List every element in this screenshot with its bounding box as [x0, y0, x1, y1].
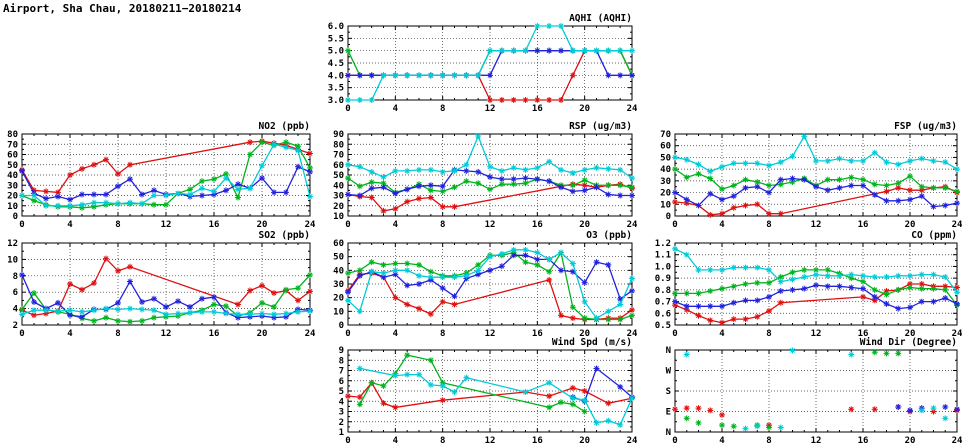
svg-text:E: E [665, 407, 671, 418]
markers-o3-red [345, 270, 635, 322]
svg-text:50: 50 [660, 153, 671, 164]
chart-so2 [7, 230, 316, 339]
svg-text:4: 4 [392, 436, 399, 446]
series-winddir-green [684, 349, 902, 430]
svg-text:N: N [665, 428, 671, 438]
svg-text:6: 6 [338, 376, 344, 387]
svg-text:0: 0 [345, 104, 351, 114]
svg-text:60: 60 [333, 239, 344, 249]
svg-text:12: 12 [484, 220, 496, 230]
chart-winddir [666, 337, 963, 446]
svg-text:24: 24 [626, 329, 638, 339]
labels-no2 [7, 130, 316, 230]
svg-text:16: 16 [208, 220, 220, 230]
series-windspd-blue [570, 365, 635, 404]
svg-text:20: 20 [333, 293, 344, 304]
svg-text:10: 10 [7, 255, 18, 266]
svg-text:12: 12 [484, 436, 496, 446]
svg-text:30: 30 [333, 280, 344, 290]
svg-text:24: 24 [626, 104, 638, 114]
svg-text:2: 2 [338, 417, 344, 428]
svg-text:12: 12 [484, 104, 496, 114]
chart-no2 [7, 121, 316, 230]
svg-text:10: 10 [660, 200, 671, 211]
svg-text:2: 2 [12, 321, 18, 331]
series-fsp-cyan [672, 133, 960, 174]
labels-so2 [7, 239, 316, 339]
svg-text:10: 10 [333, 307, 344, 318]
svg-text:0: 0 [672, 329, 678, 339]
svg-text:5.5: 5.5 [327, 34, 344, 45]
svg-text:20: 20 [904, 220, 916, 230]
svg-text:0.8: 0.8 [654, 285, 671, 296]
svg-text:60: 60 [660, 141, 671, 152]
svg-text:0: 0 [345, 329, 351, 339]
svg-text:8: 8 [115, 329, 121, 339]
svg-text:24: 24 [626, 220, 638, 230]
chart-title-windspd: Wind Spd (m/s) [551, 337, 632, 348]
svg-text:16: 16 [531, 220, 543, 230]
svg-text:20: 20 [904, 436, 916, 446]
svg-text:4.5: 4.5 [327, 59, 344, 69]
svg-text:24: 24 [626, 436, 638, 446]
svg-text:24: 24 [951, 220, 963, 230]
svg-text:12: 12 [160, 220, 172, 230]
chart-title-rsp: RSP (ug/m3) [569, 121, 632, 132]
svg-text:8: 8 [439, 220, 446, 230]
markers-fsp-cyan [672, 133, 960, 174]
svg-text:16: 16 [208, 329, 220, 339]
svg-text:4: 4 [67, 220, 73, 230]
svg-text:4: 4 [719, 436, 725, 446]
svg-text:4: 4 [67, 329, 73, 339]
svg-text:20: 20 [7, 191, 18, 202]
labels-o3 [333, 239, 638, 339]
svg-text:8: 8 [766, 329, 772, 339]
grid-aqhi [348, 26, 632, 100]
markers-windspd-blue [570, 365, 635, 404]
svg-text:70: 70 [7, 140, 18, 151]
svg-text:1: 1 [338, 428, 344, 438]
svg-text:1.0: 1.0 [654, 262, 671, 273]
svg-text:0.6: 0.6 [654, 309, 671, 320]
svg-text:6: 6 [12, 288, 18, 299]
series-co-blue [672, 282, 960, 311]
svg-text:40: 40 [660, 165, 671, 176]
svg-text:12: 12 [160, 329, 172, 339]
svg-text:24: 24 [304, 220, 316, 230]
svg-text:0.9: 0.9 [654, 274, 671, 285]
svg-text:0: 0 [19, 220, 25, 230]
svg-text:20: 20 [256, 220, 268, 230]
svg-text:12: 12 [810, 329, 822, 339]
svg-text:40: 40 [333, 181, 344, 192]
svg-text:8: 8 [439, 104, 446, 114]
svg-text:4: 4 [12, 304, 18, 315]
svg-text:4: 4 [338, 397, 344, 408]
grid-windspd [348, 350, 632, 432]
svg-text:0: 0 [19, 329, 25, 339]
svg-text:3: 3 [338, 407, 344, 418]
svg-text:0: 0 [672, 436, 678, 446]
svg-text:20: 20 [579, 220, 591, 230]
series-windspd-cyan [357, 365, 635, 427]
svg-text:0: 0 [12, 212, 18, 222]
svg-text:8: 8 [115, 220, 121, 230]
svg-text:16: 16 [531, 436, 543, 446]
labels-co [655, 239, 963, 339]
svg-text:40: 40 [7, 171, 18, 181]
svg-text:4: 4 [719, 329, 725, 339]
svg-text:3.0: 3.0 [327, 96, 344, 106]
svg-text:70: 70 [333, 150, 344, 161]
labels-fsp [660, 130, 963, 230]
svg-text:8: 8 [766, 436, 772, 446]
svg-text:90: 90 [333, 130, 344, 140]
svg-text:0.7: 0.7 [654, 297, 671, 308]
svg-text:8: 8 [439, 436, 446, 446]
svg-text:16: 16 [857, 329, 869, 339]
markers-winddir-blue [895, 404, 960, 413]
chart-o3 [333, 230, 638, 339]
grid-fsp [675, 134, 957, 216]
svg-text:4: 4 [719, 220, 725, 230]
svg-text:1.2: 1.2 [654, 239, 671, 249]
svg-text:4: 4 [392, 329, 399, 339]
svg-text:80: 80 [333, 140, 344, 151]
chart-title-o3: O3 (ppb) [586, 230, 632, 241]
svg-text:6.0: 6.0 [327, 22, 344, 32]
svg-text:16: 16 [531, 329, 543, 339]
svg-text:N: N [665, 346, 671, 356]
svg-text:4: 4 [392, 104, 399, 114]
svg-text:20: 20 [579, 104, 591, 114]
svg-text:7: 7 [338, 366, 344, 377]
svg-text:10: 10 [7, 201, 18, 212]
svg-text:50: 50 [333, 252, 344, 263]
svg-text:4.0: 4.0 [327, 71, 344, 82]
svg-text:S: S [665, 387, 671, 397]
svg-text:1.1: 1.1 [654, 250, 671, 261]
svg-text:W: W [665, 366, 671, 377]
grid-winddir [675, 350, 957, 432]
svg-text:30: 30 [660, 176, 671, 187]
markers-co-blue [672, 282, 960, 311]
svg-text:8: 8 [766, 220, 772, 230]
svg-text:4: 4 [392, 220, 399, 230]
svg-text:50: 50 [333, 171, 344, 181]
svg-text:12: 12 [810, 436, 822, 446]
svg-text:8: 8 [439, 329, 446, 339]
svg-text:20: 20 [579, 436, 591, 446]
series-windspd-green [357, 352, 588, 414]
svg-text:20: 20 [660, 188, 671, 199]
svg-text:80: 80 [7, 130, 18, 140]
svg-text:0.5: 0.5 [654, 321, 671, 331]
chart-fsp [660, 121, 963, 230]
series-winddir-blue [895, 404, 960, 413]
svg-text:16: 16 [857, 436, 869, 446]
svg-text:40: 40 [333, 266, 344, 277]
chart-title-aqhi: AQHI (AQHI) [569, 13, 632, 24]
chart-rsp [333, 121, 638, 230]
svg-text:0: 0 [338, 321, 344, 331]
svg-text:12: 12 [7, 239, 18, 249]
svg-text:24: 24 [951, 436, 963, 446]
svg-text:0: 0 [665, 212, 671, 222]
chart-title-no2: NO2 (ppb) [258, 121, 310, 132]
chart-title-so2: SO2 (ppb) [258, 230, 310, 241]
svg-text:70: 70 [660, 130, 671, 140]
svg-text:20: 20 [256, 329, 268, 339]
svg-text:20: 20 [333, 201, 344, 212]
chart-title-winddir: Wind Dir (Degree) [859, 337, 957, 348]
svg-text:5.0: 5.0 [327, 46, 344, 57]
chart-aqhi [328, 13, 638, 114]
svg-text:0: 0 [345, 436, 351, 446]
svg-text:5: 5 [338, 387, 344, 397]
svg-text:60: 60 [333, 160, 344, 171]
svg-text:3.5: 3.5 [327, 83, 344, 94]
svg-text:20: 20 [904, 329, 916, 339]
svg-text:20: 20 [579, 329, 591, 339]
svg-text:50: 50 [7, 160, 18, 171]
chart-title-fsp: FSP (ug/m3) [894, 121, 957, 132]
svg-text:0: 0 [345, 220, 351, 230]
svg-text:8: 8 [12, 271, 18, 282]
svg-text:30: 30 [7, 181, 18, 192]
chart-windspd [339, 337, 638, 446]
svg-text:24: 24 [951, 329, 963, 339]
svg-text:9: 9 [338, 346, 344, 356]
page-title: Airport, Sha Chau, 20180211−20180214 [3, 2, 242, 15]
markers-winddir-green [684, 349, 902, 430]
svg-text:8: 8 [338, 356, 344, 367]
svg-text:16: 16 [531, 104, 543, 114]
svg-text:16: 16 [857, 220, 869, 230]
labels-rsp [333, 130, 638, 230]
svg-text:60: 60 [7, 150, 18, 161]
svg-text:0: 0 [672, 220, 678, 230]
chart-co [655, 230, 963, 339]
svg-text:10: 10 [333, 212, 344, 222]
series-o3-red [345, 270, 635, 322]
svg-text:12: 12 [810, 220, 822, 230]
svg-text:12: 12 [484, 329, 496, 339]
chart-title-co: CO (ppm) [911, 230, 957, 241]
svg-text:24: 24 [304, 329, 316, 339]
svg-text:30: 30 [333, 191, 344, 202]
series-windspd-red [345, 380, 635, 411]
